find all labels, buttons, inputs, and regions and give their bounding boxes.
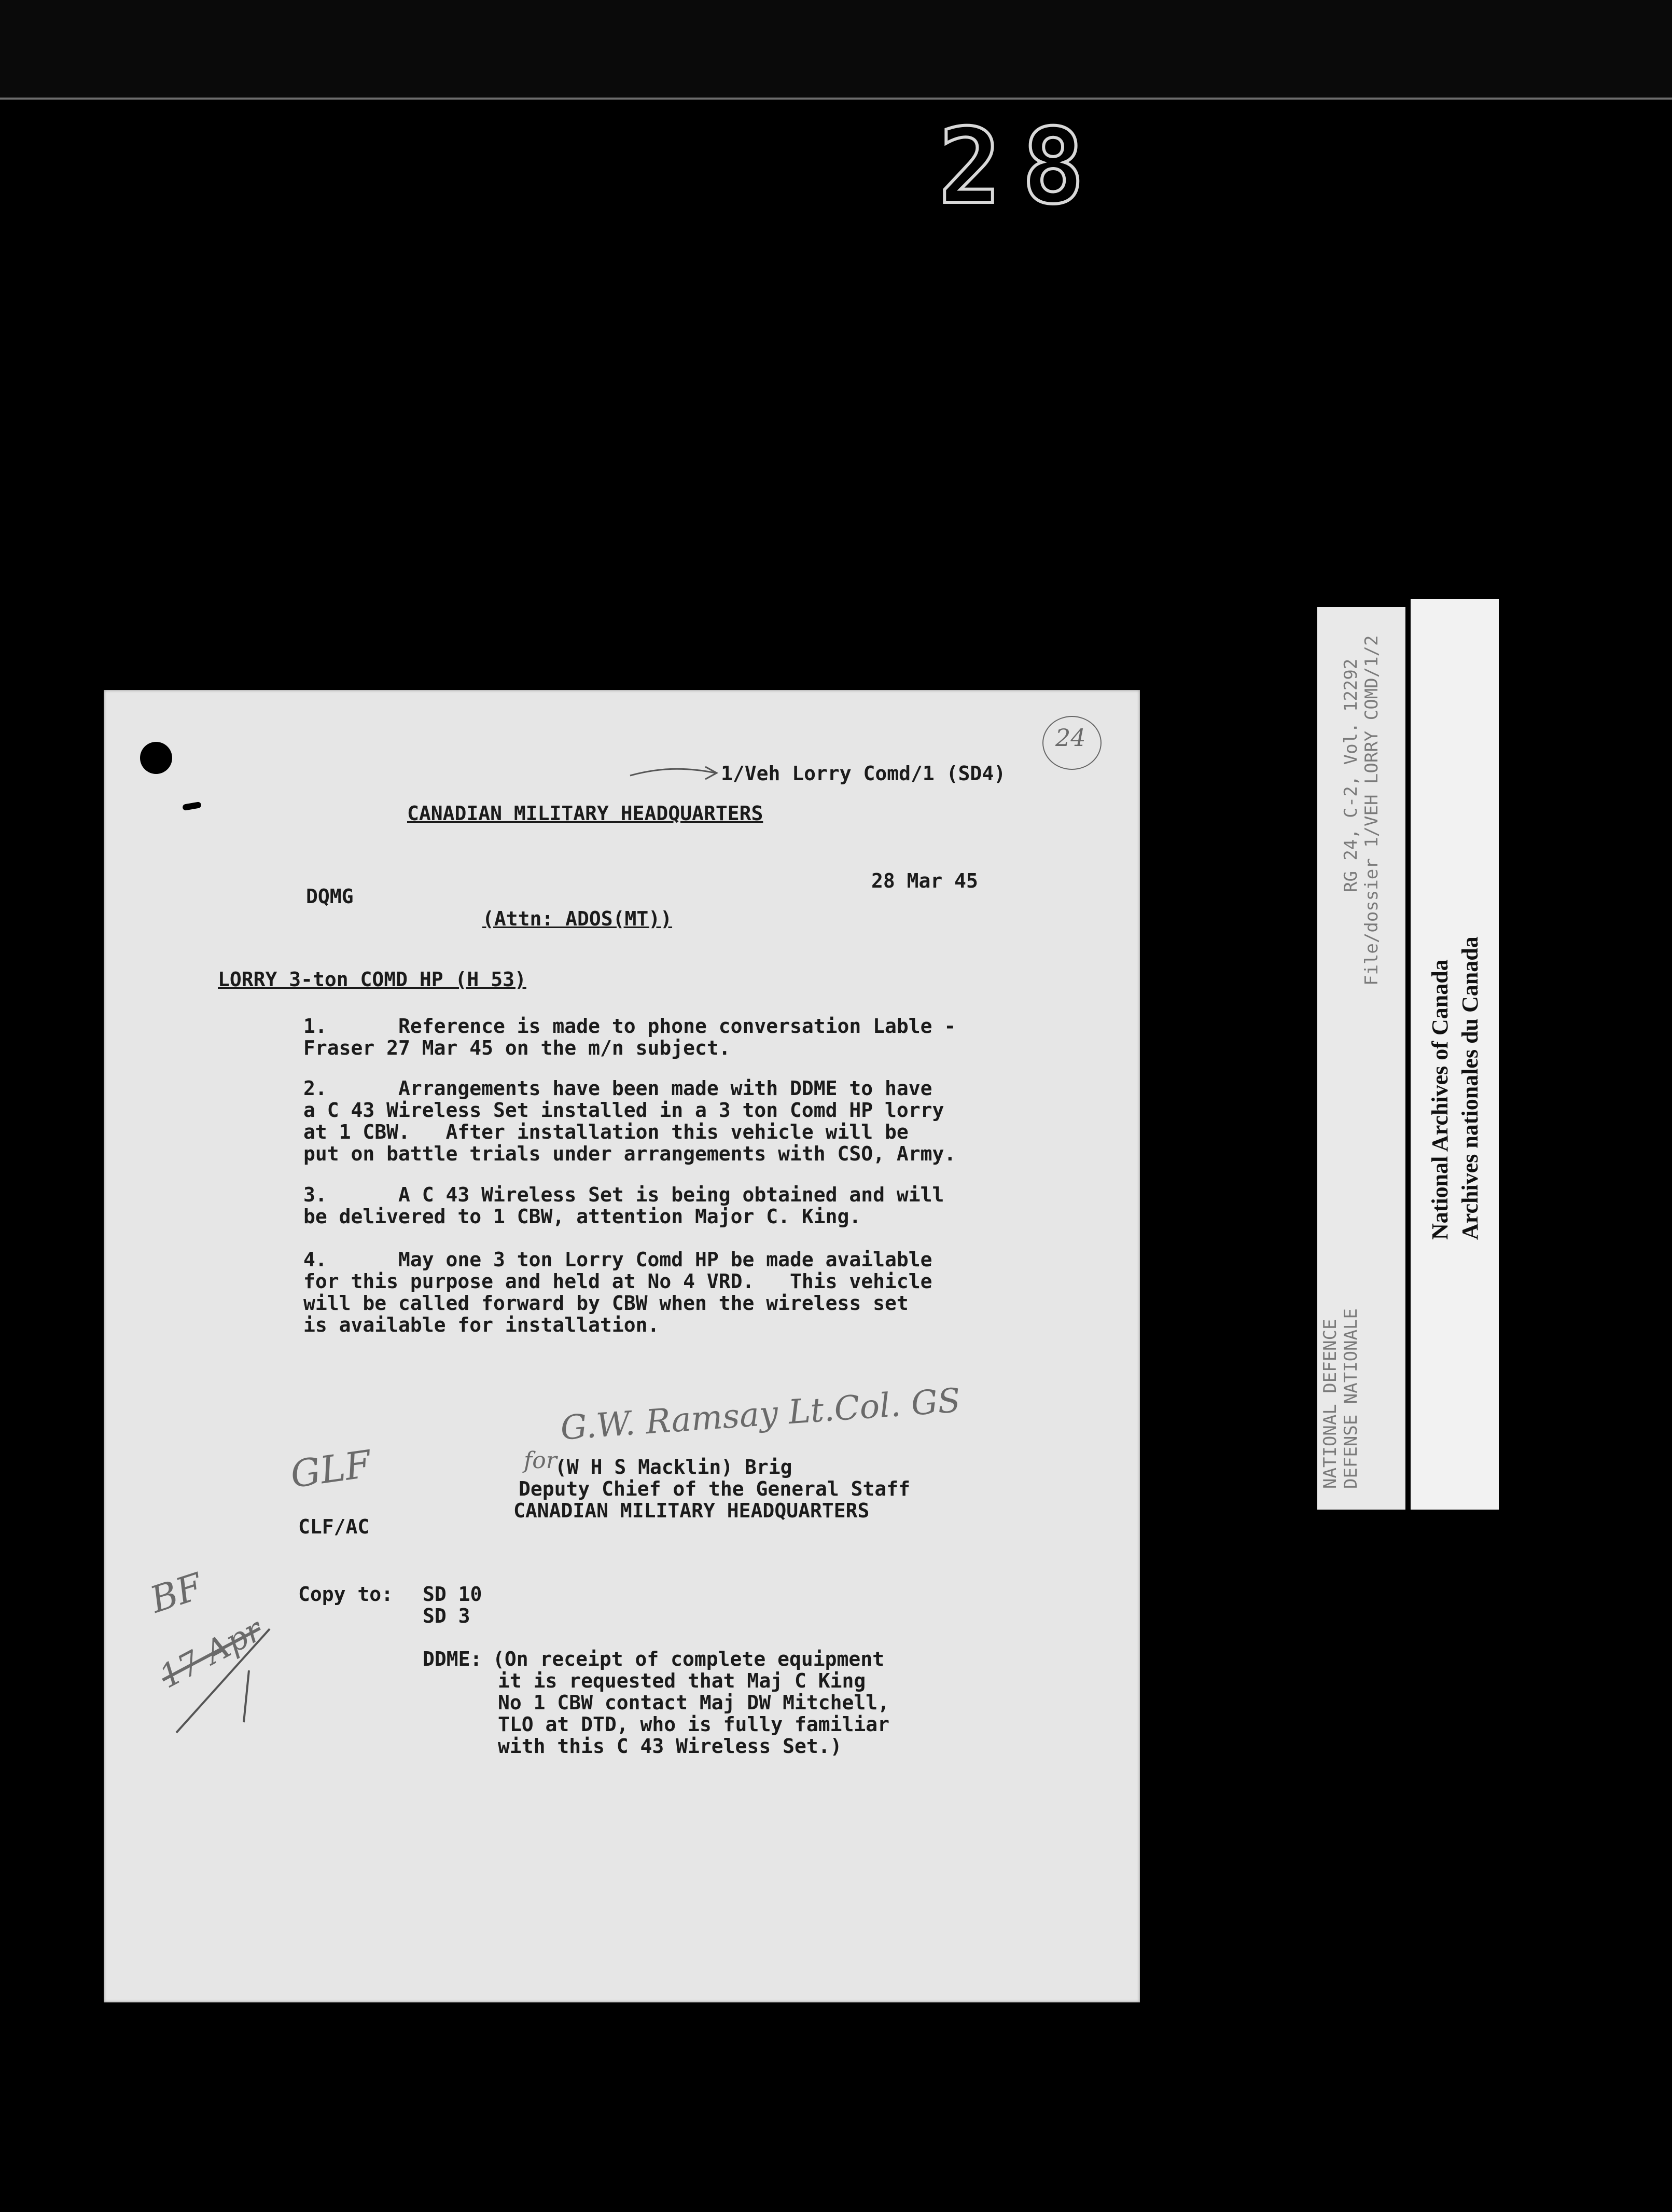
paragraph-line: Fraser 27 Mar 45 on the m/n subject.	[303, 1036, 731, 1059]
ddme-note-line: (On receipt of complete equipment	[493, 1648, 884, 1670]
handwritten-signature: G.W. Ramsay Lt.Col. GS	[559, 1381, 962, 1448]
ddme-note-line: it is requested that Maj C King	[498, 1669, 866, 1692]
paragraph-line: at 1 CBW. After installation this vehicle will be	[303, 1121, 909, 1143]
punch-hole	[140, 742, 172, 774]
copy-to-item: SD 10	[423, 1583, 482, 1606]
archive-defence-fr: DEFENSE NATIONALE	[1341, 1308, 1361, 1489]
document-page	[104, 690, 1140, 2002]
margin-handwriting: BF	[145, 1565, 208, 1622]
handwritten-initials: GLF	[287, 1442, 374, 1497]
paragraph-line: is available for installation.	[303, 1314, 660, 1336]
frame-number: 28	[939, 106, 1105, 227]
microfilm-header-band	[0, 0, 1672, 100]
document-date: 28 Mar 45	[871, 869, 978, 892]
paragraph-line: be delivered to 1 CBW, attention Major C. King.	[303, 1205, 861, 1228]
archive-defence-en: NATIONAL DEFENCE	[1320, 1319, 1341, 1489]
margin-handwriting: 17 Apr	[153, 1610, 269, 1696]
copy-to-item: SD 3	[423, 1605, 470, 1627]
reference-initials: CLF/AC	[298, 1515, 370, 1538]
signatory-organization: CANADIAN MILITARY HEADQUARTERS	[513, 1499, 870, 1522]
paragraph-line: 1. Reference is made to phone conversation Lable -	[303, 1015, 956, 1038]
page-number: 24	[1055, 724, 1086, 752]
paragraph-line: for this purpose and held at No 4 VRD. This vehicle	[303, 1270, 932, 1293]
archive-rg-line: RG 24, C-2, Vol. 12292	[1341, 658, 1361, 892]
ddme-note-line: No 1 CBW contact Maj DW Mitchell,	[498, 1691, 889, 1714]
signatory-title: Deputy Chief of the General Staff	[519, 1477, 910, 1500]
archive-label-right	[1411, 599, 1499, 1510]
addressee: DQMG	[306, 885, 354, 908]
attention-line: (Attn: ADOS(MT))	[482, 907, 673, 930]
file-reference: 1/Veh Lorry Comd/1 (SD4)	[721, 762, 1006, 785]
pen-stroke	[166, 1619, 290, 1743]
ddme-label: DDME:	[423, 1648, 482, 1670]
paragraph-line: 2. Arrangements have been made with DDME to have	[303, 1077, 932, 1100]
paragraph-line: 4. May one 3 ton Lorry Comd HP be made available	[303, 1248, 932, 1271]
ddme-note-line: with this C 43 Wireless Set.)	[498, 1735, 842, 1758]
ddme-note-line: TLO at DTD, who is fully familiar	[498, 1713, 889, 1736]
paragraph-line: 3. A C 43 Wireless Set is being obtained and will	[303, 1183, 944, 1206]
archive-name-en: National Archives of Canada	[1427, 959, 1453, 1240]
signatory-name: (W H S Macklin) Brig	[555, 1456, 792, 1478]
handwritten-for: for	[524, 1447, 557, 1474]
copy-to-label: Copy to:	[298, 1583, 394, 1606]
letterhead: CANADIAN MILITARY HEADQUARTERS	[407, 802, 763, 825]
subject-line: LORRY 3-ton COMD HP (H 53)	[218, 968, 526, 991]
paragraph-line: will be called forward by CBW when the wireless set	[303, 1292, 909, 1315]
archive-file-line: File/dossier 1/VEH LORRY COMD/1/2	[1361, 635, 1382, 986]
paragraph-line: a C 43 Wireless Set installed in a 3 ton Comd HP lorry	[303, 1099, 944, 1122]
paragraph-line: put on battle trials under arrangements with CSO, Army.	[303, 1142, 956, 1165]
arrow-icon	[628, 763, 721, 783]
archive-name-fr: Archives nationales du Canada	[1457, 936, 1483, 1240]
